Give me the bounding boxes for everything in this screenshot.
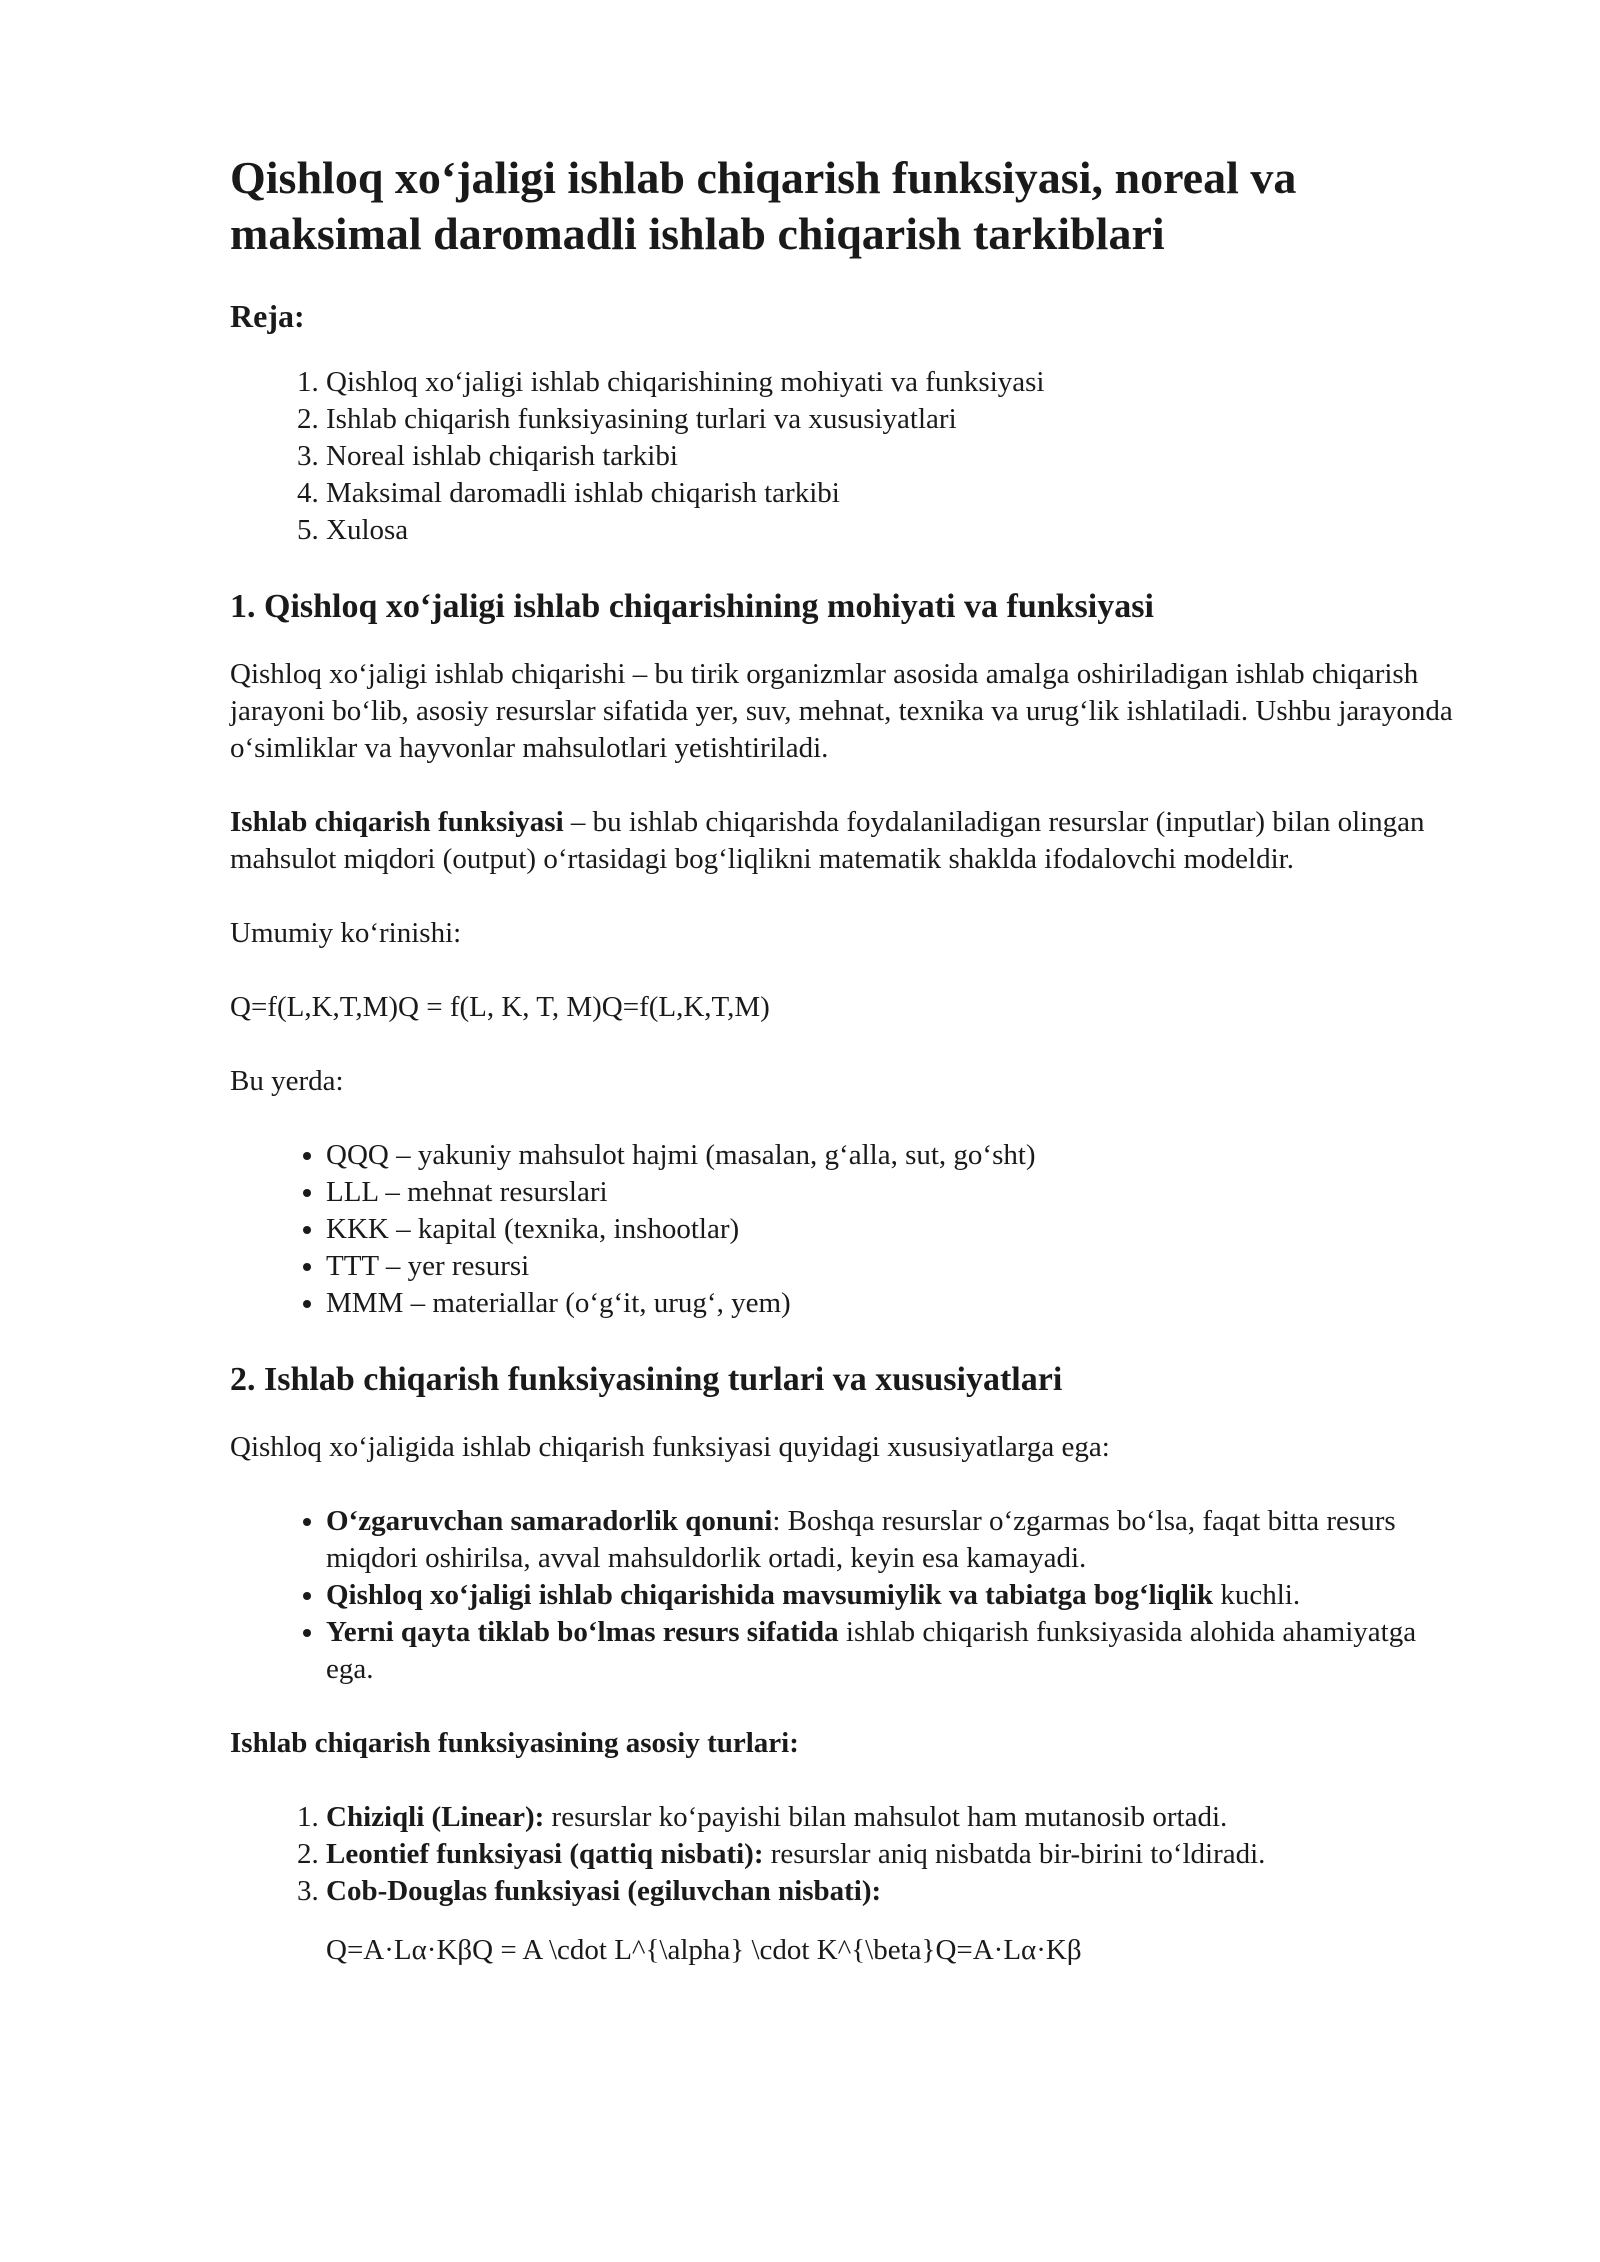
where-label: Bu yerda:	[230, 1065, 344, 1097]
section2-intro: Qishloq xo‘jaligida ishlab chiqarish funksiyasi quyidagi xususiyatlarga ega:	[230, 1431, 1110, 1463]
type-bold: Leontief funksiyasi (qattiq nisbati):	[326, 1838, 764, 1870]
variable-item: • MMM – materiallar (o‘g‘it, urug‘, yem)	[326, 1285, 1470, 1322]
variable-item: • LLL – mehnat resurslari	[326, 1174, 1470, 1211]
types-heading	[230, 1725, 1470, 1762]
production-function-definition: – bu ishlab chiqarishda foydalaniladigan resurslar (inputlar) bilan olingan mahsulot miqdori (output) o‘rtasidagi bog‘liqlikni matematik shaklda ifodalovchi modeldir.	[230, 806, 1425, 875]
feature-bold: Yerni qayta tiklab bo‘lmas resurs sifatida	[326, 1616, 839, 1648]
document-page	[230, 150, 1470, 2006]
plan-item: 4. Maksimal daromadli ishlab chiqarish tarkibi	[326, 475, 1470, 512]
type-item	[326, 1836, 1470, 1873]
section1-heading: 1. Qishloq xo‘jaligi ishlab chiqarishining mohiyati va funksiyasi	[230, 588, 1154, 625]
feature-item	[326, 1614, 1470, 1688]
type-bold: Cob-Douglas funksiyasi (egiluvchan nisbati):	[326, 1875, 882, 1907]
feature-bold: Qishloq xo‘jaligi ishlab chiqarishida mavsumiylik va tabiatga bog‘liqlik	[326, 1579, 1214, 1611]
plan-item: 2. Ishlab chiqarish funksiyasining turlari va xususiyatlari	[326, 401, 1470, 438]
production-function-term: Ishlab chiqarish funksiyasi	[230, 806, 564, 838]
feature-text: kuchli.	[1213, 1579, 1301, 1611]
type-item	[326, 1799, 1470, 1836]
plan-list	[230, 364, 1470, 549]
cobb-douglas-formula: Q=A·Lα·KβQ = A \cdot L^{\alpha} \cdot K^{\beta}Q=A·Lα·Kβ	[326, 1934, 1082, 1966]
plan-item: 5. Xulosa	[326, 512, 1470, 549]
feature-item	[326, 1503, 1470, 1577]
feature-bold: O‘zgaruvchan samaradorlik qonuni	[326, 1505, 773, 1537]
variable-item: • TTT – yer resursi	[326, 1248, 1470, 1285]
features-list	[230, 1503, 1470, 1688]
production-formula: Q=f(L,K,T,M)Q = f(L, K, T, M)Q=f(L,K,T,M)	[230, 991, 770, 1023]
variables-list	[230, 1137, 1470, 1322]
types-list	[230, 1799, 1470, 1969]
section1-paragraph-2	[230, 804, 1470, 878]
plan-item: 1. Qishloq xo‘jaligi ishlab chiqarishining mohiyati va funksiyasi	[326, 364, 1470, 401]
variable-item: • QQQ – yakuniy mahsulot hajmi (masalan, g‘alla, sut, go‘sht)	[326, 1137, 1470, 1174]
plan-heading: Reja:	[230, 298, 305, 334]
feature-text: : Boshqa resurslar o‘zgarmas bo‘lsa, faqat bitta resurs miqdori oshirilsa, avval mahsuldorlik ortadi, keyin esa kamayadi.	[326, 1505, 1396, 1574]
section1-paragraph-1: Qishloq xo‘jaligi ishlab chiqarishi – bu tirik organizmlar asosida amalga oshiriladigan ishlab chiqarish jarayoni bo‘lib, asosiy resurslar sifatida yer, suv, mehnat, texnika va urug‘lik ishlatiladi. Ushbu jarayonda o‘simliklar va hayvonlar mahsulotlari yetishtiriladi.	[230, 658, 1453, 764]
type-text: resurslar aniq nisbatda bir-birini to‘ldiradi.	[763, 1838, 1266, 1870]
type-item	[326, 1873, 1470, 1969]
section2-heading: 2. Ishlab chiqarish funksiyasining turlari va xususiyatlari	[230, 1361, 1063, 1398]
feature-text: ishlab chiqarish funksiyasida alohida ahamiyatga ega.	[326, 1616, 1417, 1685]
document-title: Qishloq xo‘jaligi ishlab chiqarish funksiyasi, noreal va maksimal daromadli ishlab chiqarish tarkiblari	[230, 152, 1297, 259]
feature-item	[326, 1577, 1470, 1614]
types-heading-text: Ishlab chiqarish funksiyasining asosiy turlari:	[230, 1727, 799, 1759]
plan-item: 3. Noreal ishlab chiqarish tarkibi	[326, 438, 1470, 475]
variable-item: • KKK – kapital (texnika, inshootlar)	[326, 1211, 1470, 1248]
general-view-label: Umumiy ko‘rinishi:	[230, 917, 462, 949]
type-bold: Chiziqli (Linear):	[326, 1801, 545, 1833]
type-text: resurslar ko‘payishi bilan mahsulot ham mutanosib ortadi.	[544, 1801, 1228, 1833]
